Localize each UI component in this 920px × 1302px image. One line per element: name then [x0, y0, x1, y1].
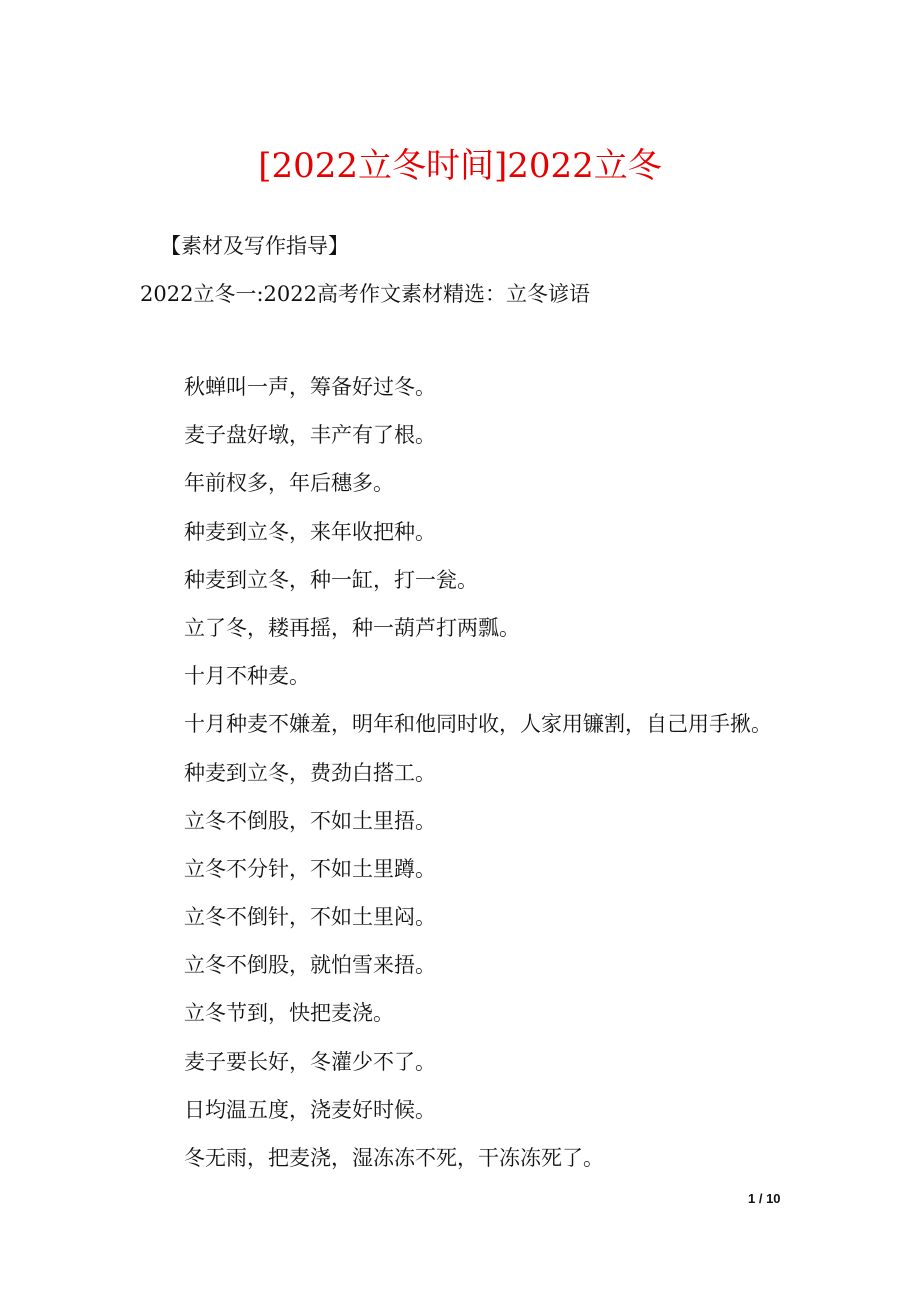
section-subtitle: 2022立冬一:2022高考作文素材精选：立冬谚语: [140, 282, 590, 306]
proverb-line: 种麦到立冬，种一缸，打一瓮。: [184, 567, 478, 592]
proverb-line: 立冬不倒股，不如土里捂。: [184, 808, 436, 833]
proverb-line: 种麦到立冬，来年收把种。: [184, 519, 436, 544]
proverb-line: 日均温五度，浇麦好时候。: [184, 1097, 436, 1122]
proverb-line: 立冬节到，快把麦浇。: [184, 1001, 394, 1026]
document-title: [2022立冬时间]2022立冬: [258, 146, 662, 186]
proverb-line: 立冬不倒针，不如土里闷。: [184, 905, 436, 930]
proverb-line: 十月种麦不嫌羞，明年和他同时收，人家用镰割，自己用手揪。: [184, 712, 772, 737]
page-number: 1 / 10: [748, 1191, 781, 1206]
proverb-line: 立冬不倒股，就怕雪来捂。: [184, 953, 436, 978]
proverb-line: 立冬不分针，不如土里蹲。: [184, 856, 436, 881]
guide-label: 【素材及写作指导】: [160, 234, 349, 258]
proverb-line: 种麦到立冬，费劲白搭工。: [184, 760, 436, 785]
proverb-line: 麦子要长好，冬灌少不了。: [184, 1049, 436, 1074]
proverb-line: 麦子盘好墩，丰产有了根。: [184, 423, 436, 448]
proverb-line: 年前杈多，年后穗多。: [184, 471, 394, 496]
proverb-line: 秋蝉叫一声，筹备好过冬。: [184, 375, 436, 399]
proverb-list: [184, 371, 834, 1190]
proverb-line: 立了冬，耧再摇，种一葫芦打两瓢。: [184, 615, 520, 640]
proverb-line: 冬无雨，把麦浇，湿冻冻不死，干冻冻死了。: [184, 1146, 604, 1170]
proverb-line: 十月不种麦。: [184, 664, 310, 689]
